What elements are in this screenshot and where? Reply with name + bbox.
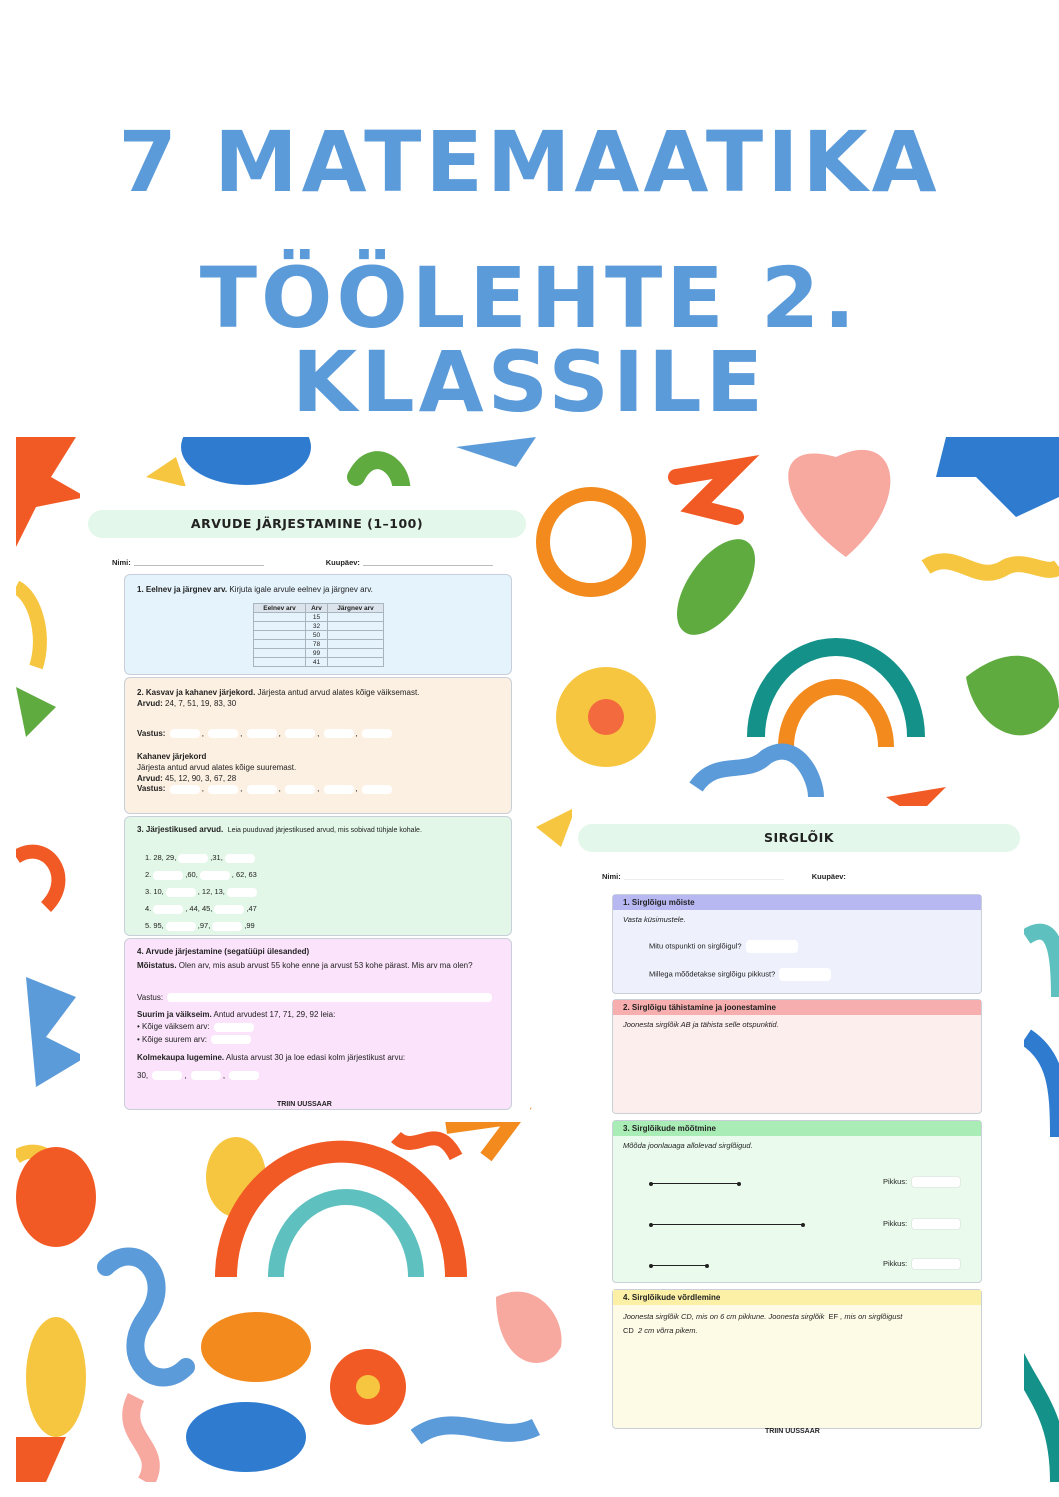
min-text: • Kõige väiksem arv: [137, 1022, 210, 1032]
section-2 [612, 999, 982, 1114]
answer-blank[interactable] [166, 888, 196, 897]
num-cell: 15 [306, 613, 328, 622]
author-footer: TRIIN UUSSAAR [277, 1101, 332, 1108]
answer-blank[interactable] [285, 785, 315, 794]
answer-blank[interactable] [285, 729, 315, 738]
answer-blank[interactable] [214, 905, 244, 914]
answer-blank[interactable] [779, 968, 831, 981]
length-row-1: Pikkus: [883, 1176, 963, 1188]
list-item: 2. ,60, , 62, 63 [145, 870, 257, 879]
section-2-heading: 2. Sirglõigu tähistamine ja joonestamine [613, 1000, 981, 1015]
question-2: Millega mõõdetakse sirglõigu pikkust? [649, 968, 833, 981]
num-cell: 99 [306, 649, 328, 658]
section-1-intro: Vasta küsimustele. [623, 915, 686, 924]
prev-cell[interactable] [254, 658, 306, 667]
count-block [137, 1053, 405, 1064]
min-max-block [137, 1009, 335, 1046]
answer-blank[interactable] [324, 785, 354, 794]
next-cell[interactable] [328, 613, 384, 622]
task-3-box [124, 816, 512, 936]
worksheet-title: SIRGLÕIK [578, 824, 1020, 852]
riddle-text [137, 961, 492, 972]
answer-blank[interactable] [227, 888, 257, 897]
task-2-box [124, 677, 512, 814]
list-item: 5. 95, ,97, ,99 [145, 921, 255, 930]
table-row [254, 613, 384, 622]
section-1-heading: 1. Sirglõigu mõiste [613, 895, 981, 910]
author-footer: TRIIN UUSSAAR [765, 1428, 820, 1435]
list-item: 4. , 44, 45, ,47 [145, 904, 257, 913]
name-line[interactable] [134, 558, 264, 566]
task-3-heading: 3. Järjestikused arvud. [137, 825, 224, 834]
title-line-2: TÖÖLEHTE 2. KLASSILE [199, 249, 860, 431]
answer-blank[interactable] [746, 940, 798, 953]
max-text: • Kõige suurem arv: [137, 1034, 207, 1044]
numbers-label: Arvud: [137, 773, 163, 783]
count-instruction: Alusta arvust 30 ja loe edasi kolm järjestikust arvu: [225, 1053, 406, 1062]
answer-blank[interactable] [153, 905, 183, 914]
answer-blank[interactable] [191, 1071, 221, 1080]
col-header-prev: Eelnev arv [254, 604, 306, 613]
name-line[interactable] [624, 872, 784, 880]
numbers-list-1: 24, 7, 51, 19, 83, 30 [165, 698, 237, 708]
prev-cell[interactable] [254, 649, 306, 658]
task-1-box [124, 574, 512, 675]
section-2-intro: Joonesta sirglõik AB ja tähista selle otspunktid. [623, 1020, 779, 1029]
next-cell[interactable] [328, 658, 384, 667]
section-4-heading: 4. Sirglõikude võrdlemine [613, 1290, 981, 1305]
predecessor-successor-table [253, 603, 384, 667]
task-2-instruction: Järjesta antud arvud alates kõige väiksemast. [257, 688, 420, 697]
next-cell[interactable] [328, 649, 384, 658]
task-1-instruction: Kirjuta igale arvule eelnev ja järgnev arv. [229, 585, 373, 594]
consecutive-rows [145, 849, 259, 934]
date-label: Kuupäev: [811, 872, 846, 881]
next-cell[interactable] [328, 622, 384, 631]
list-item: 3. 10, , 12, 13, [145, 883, 259, 900]
col-header-next: Järgnev arv [328, 604, 384, 613]
section-1 [612, 894, 982, 994]
answer-blank[interactable] [247, 785, 277, 794]
list-item: 1. 28, 29, ,31, [145, 849, 259, 866]
section-3-intro: Mõõda joonlauaga allolevad sirglõigud. [623, 1141, 753, 1150]
answer-blank[interactable] [212, 922, 242, 931]
name-label: Nimi: [112, 558, 131, 567]
task-2-heading: 2. Kasvav ja kahanev järjekord. [137, 688, 256, 697]
answer-blank[interactable] [166, 922, 196, 931]
count-label: Kolmekaupa lugemine. [137, 1053, 225, 1062]
numbers-list-2: 45, 12, 90, 3, 67, 28 [165, 773, 237, 783]
section-4-intro: Joonesta sirglõik CD, mis on 6 cm pikkune. Joonesta sirglõik EF , mis on sirglõigust CD 2 cm võrra pikem. [623, 1312, 903, 1336]
line-segment-3 [651, 1265, 707, 1266]
answer-blank[interactable] [324, 729, 354, 738]
task-4-heading-wrap [137, 947, 497, 958]
question-1: Mitu otspunkti on sirglõigul? [649, 940, 800, 953]
num-cell: 32 [306, 622, 328, 631]
answer-label: Vastus: [137, 993, 164, 1002]
answer-blank[interactable] [208, 785, 238, 794]
length-blank[interactable] [911, 1176, 961, 1188]
descending-heading: Kahanev järjekord [137, 752, 207, 761]
task-4-box [124, 938, 512, 1110]
answer-blank[interactable] [200, 871, 230, 880]
answer-row-1: Vastus: , , , , , [137, 729, 394, 740]
prev-cell[interactable] [254, 631, 306, 640]
table-row [254, 658, 384, 667]
task-2-descending: Kahanev järjekord Järjesta antud arvud alates kõige suuremast. Arvud: 45, 12, 90, 3, 67, 28 Vastus: , , , , , [137, 752, 394, 795]
section-3 [612, 1120, 982, 1283]
num-cell: 50 [306, 631, 328, 640]
answer-blank[interactable] [178, 854, 208, 863]
answer-blank[interactable] [170, 785, 200, 794]
task-4-heading: 4. Arvude järjestamine (segatüüpi ülesanded) [137, 947, 310, 956]
riddle: Olen arv, mis asub arvust 55 kohe enne ja arvust 53 kohe pärast. Mis arv ma olen? [178, 961, 473, 970]
next-cell[interactable] [328, 640, 384, 649]
answer-blank[interactable] [153, 871, 183, 880]
task-1-heading: 1. Eelnev ja järgnev arv. [137, 585, 228, 594]
answer-blank[interactable] [247, 729, 277, 738]
count-answer-row: 30, , , [137, 1071, 261, 1082]
task-3-instruction: Leia puuduvad järjestikused arvud, mis sobivad tühjale kohale. [227, 827, 422, 834]
page-title [0, 113, 1059, 431]
answer-blank[interactable] [362, 785, 392, 794]
section-3-heading: 3. Sirglõikude mõõtmine [613, 1121, 981, 1136]
count-start: 30, [137, 1071, 149, 1080]
line-segment-2 [651, 1224, 803, 1225]
title-line-1: 7 MATEMAATIKA [118, 113, 941, 211]
answer-blank[interactable] [362, 729, 392, 738]
length-blank[interactable] [911, 1258, 961, 1270]
task-3-text [137, 825, 422, 836]
length-blank[interactable] [911, 1218, 961, 1230]
prev-cell[interactable] [254, 622, 306, 631]
date-line[interactable] [363, 558, 493, 566]
task-2-text [137, 688, 419, 710]
riddle-answer-row [137, 993, 494, 1004]
table-row [254, 631, 384, 640]
numbers-label: Arvud: [137, 698, 163, 708]
answer-blank[interactable] [229, 1071, 259, 1080]
length-row-3: Pikkus: [883, 1258, 963, 1270]
section-4 [612, 1289, 982, 1429]
answer-blank[interactable] [170, 729, 200, 738]
prev-cell[interactable] [254, 613, 306, 622]
next-cell[interactable] [328, 631, 384, 640]
line-segment-1 [651, 1183, 739, 1184]
name-date-row [112, 558, 512, 567]
num-cell: 41 [306, 658, 328, 667]
min-blank[interactable] [214, 1023, 254, 1032]
num-cell: 78 [306, 640, 328, 649]
answer-blank[interactable] [152, 1071, 182, 1080]
min-max-instruction: Antud arvudest 17, 71, 29, 92 leia: [213, 1010, 336, 1019]
worksheet-title: ARVUDE JÄRJESTAMINE (1–100) [88, 510, 526, 538]
min-max-label: Suurim ja väikseim. [137, 1010, 212, 1019]
max-blank[interactable] [211, 1035, 251, 1044]
riddle-answer-blank[interactable] [167, 993, 492, 1002]
length-row-2: Pikkus: [883, 1218, 963, 1230]
answer-blank[interactable] [208, 729, 238, 738]
prev-cell[interactable] [254, 640, 306, 649]
answer-label: Vastus: [137, 729, 166, 738]
name-date-row [602, 872, 1002, 881]
task-1-text [137, 585, 373, 596]
date-label: Kuupäev: [325, 558, 360, 567]
descending-instruction: Järjesta antud arvud alates kõige suuremast. [137, 762, 297, 772]
table-row [254, 622, 384, 631]
worksheet-number-ordering [80, 486, 530, 1122]
col-header-num: Arv [306, 604, 328, 613]
riddle-label: Mõistatus. [137, 961, 177, 970]
answer-blank[interactable] [225, 854, 255, 863]
answer-label: Vastus: [137, 784, 166, 794]
name-label: Nimi: [602, 872, 621, 881]
table-row [254, 640, 384, 649]
table-row [254, 649, 384, 658]
worksheet-line-segment [572, 806, 1024, 1436]
